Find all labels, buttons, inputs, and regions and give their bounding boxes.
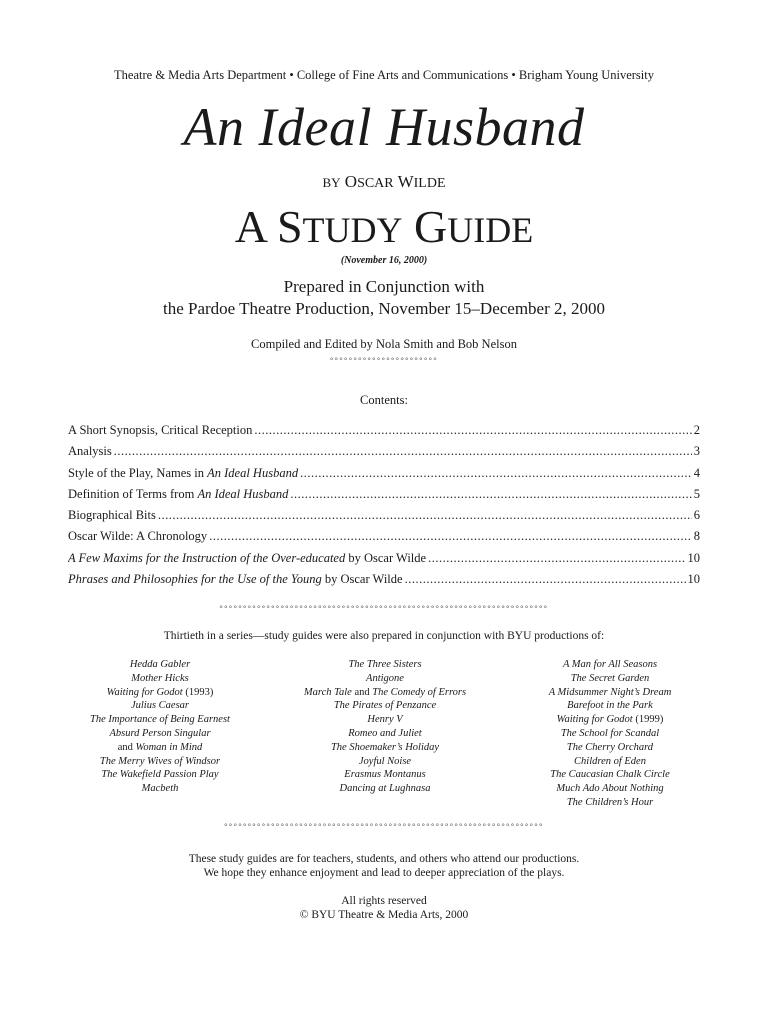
toc-entry <box>68 529 700 550</box>
toc-entry-title: Biographical Bits <box>68 508 156 523</box>
toc-page-number: 8 <box>693 529 700 544</box>
closing-note <box>0 852 768 880</box>
toc-page-number: 5 <box>693 486 700 501</box>
toc-entry <box>68 551 700 572</box>
toc-page-number: 2 <box>693 423 700 437</box>
toc-entry-title: Oscar Wilde: A Chronology <box>68 529 208 544</box>
production-title: Dancing at Lughnasa <box>339 783 431 795</box>
prepared-line-2: the Pardoe Theatre Production, November 15–December 2, 2000 <box>162 299 606 318</box>
production-title: The Wakefield Passion Play <box>101 769 219 781</box>
toc-leader <box>114 444 692 459</box>
toc-page-number: 6 <box>693 508 700 523</box>
toc-entry-title: A Few Maxims for the Instruction of the Over-educated by Oscar Wilde <box>68 550 427 565</box>
toc-page-number: 4 <box>693 465 700 480</box>
compiled-by: Compiled and Edited by Nola Smith and Bob Nelson <box>251 337 517 351</box>
rights-line-1: All rights reserved <box>341 895 427 907</box>
production-title: Mother Hicks <box>131 672 189 684</box>
productions-column-3 <box>500 658 720 810</box>
production-title: Julius Caesar <box>130 700 190 712</box>
contents-heading: Contents: <box>360 393 408 407</box>
toc-leader <box>158 508 692 523</box>
toc-page-number: 3 <box>693 444 700 459</box>
production-title: Joyful Noise <box>358 755 412 767</box>
copyright-line: © BYU Theatre & Media Arts, 2000 <box>299 909 469 921</box>
production-title: A Man for All Seasons <box>562 659 658 670</box>
production-title: Waiting for Godot (1999) <box>556 714 664 726</box>
production-title: Antigone <box>366 672 404 684</box>
production-title: The Secret Garden <box>570 672 650 684</box>
production-title: March Tale and The Comedy of Errors <box>303 686 467 698</box>
department-line: Theatre & Media Arts Department • College of Fine Arts and Communications • Brigham Young University <box>114 68 654 82</box>
divider-dots-short: °°°°°°°°°°°°°°°°°°°°°°° <box>329 356 439 365</box>
production-title: The Cherry Orchard <box>566 741 654 753</box>
production-title: The Shoemaker’s Holiday <box>330 741 440 753</box>
toc-page-number: 10 <box>687 572 700 587</box>
prepared-note <box>0 276 768 320</box>
production-title: A Midsummer Night’s Dream <box>548 686 672 698</box>
production-title: Erasmus Montanus <box>344 769 426 781</box>
prepared-line-1: Prepared in Conjunction with <box>283 277 485 296</box>
production-title: Much Ado About Nothing <box>556 783 664 795</box>
toc-entry-title: Phrases and Philosophies for the Use of the Young by Oscar Wilde <box>68 572 403 587</box>
production-title: The Children’s Hour <box>566 796 654 808</box>
rights-notice <box>0 894 768 922</box>
production-title: Children of Eden <box>574 755 646 767</box>
toc-leader <box>405 572 686 587</box>
toc-entry-title: Analysis <box>68 444 112 459</box>
toc-entry-title: Definition of Terms from An Ideal Husband <box>68 486 289 501</box>
production-title: Absurd Person Singular <box>109 727 211 739</box>
productions-column-1 <box>50 658 270 796</box>
toc-leader <box>428 551 685 566</box>
production-title: The Importance of Being Earnest <box>90 714 230 726</box>
table-of-contents <box>68 423 700 593</box>
production-title: The School for Scandal <box>560 727 660 739</box>
play-title: An Ideal Husband <box>183 97 585 157</box>
byline-by: BY <box>322 175 341 190</box>
byline-author: OSCAR WILDE <box>344 172 446 191</box>
divider-dots-long: °°°°°°°°°°°°°°°°°°°°°°°°°°°°°°°°°°°°°°°°°°°°°°°°°°°°°°°°°°°°°°°°°°°°°° <box>219 604 549 613</box>
toc-entry-title: A Short Synopsis, Critical Reception <box>68 423 253 437</box>
toc-entry <box>68 508 700 529</box>
study-guide-heading: A STUDY GUIDE <box>234 201 534 252</box>
production-title: Waiting for Godot (1993) <box>106 686 214 698</box>
production-title: Hedda Gabler <box>129 659 191 670</box>
closing-line-1: These study guides are for teachers, students, and others who attend our productions. <box>188 853 580 865</box>
toc-entry <box>68 444 700 465</box>
production-title: and Woman in Mind <box>117 741 203 753</box>
toc-entry <box>68 466 700 487</box>
production-title: The Pirates of Penzance <box>333 700 437 712</box>
production-title: Romeo and Juliet <box>348 727 422 739</box>
productions-column-2 <box>275 658 495 796</box>
closing-line-2: We hope they enhance enjoyment and lead to deeper appreciation of the plays. <box>203 867 565 879</box>
toc-leader <box>209 529 692 544</box>
toc-entry <box>68 572 700 593</box>
toc-entry <box>68 423 700 444</box>
toc-page-number: 10 <box>687 550 700 565</box>
toc-leader <box>290 487 691 502</box>
toc-entry-title: Style of the Play, Names in An Ideal Husband <box>68 465 299 480</box>
toc-leader <box>254 423 691 438</box>
production-title: The Caucasian Chalk Circle <box>550 769 670 781</box>
production-title: Macbeth <box>141 783 179 795</box>
production-title: Barefoot in the Park <box>567 700 653 712</box>
series-intro: Thirtieth in a series—study guides were also prepared in conjunction with BYU productions of: <box>163 630 605 642</box>
production-title: The Three Sisters <box>348 659 422 670</box>
guide-date: (November 16, 2000) <box>340 255 428 266</box>
toc-leader <box>300 466 692 481</box>
production-title: The Merry Wives of Windsor <box>99 755 221 767</box>
divider-dots-mid: °°°°°°°°°°°°°°°°°°°°°°°°°°°°°°°°°°°°°°°°°°°°°°°°°°°°°°°°°°°°°°°°°°°° <box>224 822 544 831</box>
byline <box>0 172 768 192</box>
production-title: Henry V <box>367 714 403 726</box>
toc-entry <box>68 487 700 508</box>
